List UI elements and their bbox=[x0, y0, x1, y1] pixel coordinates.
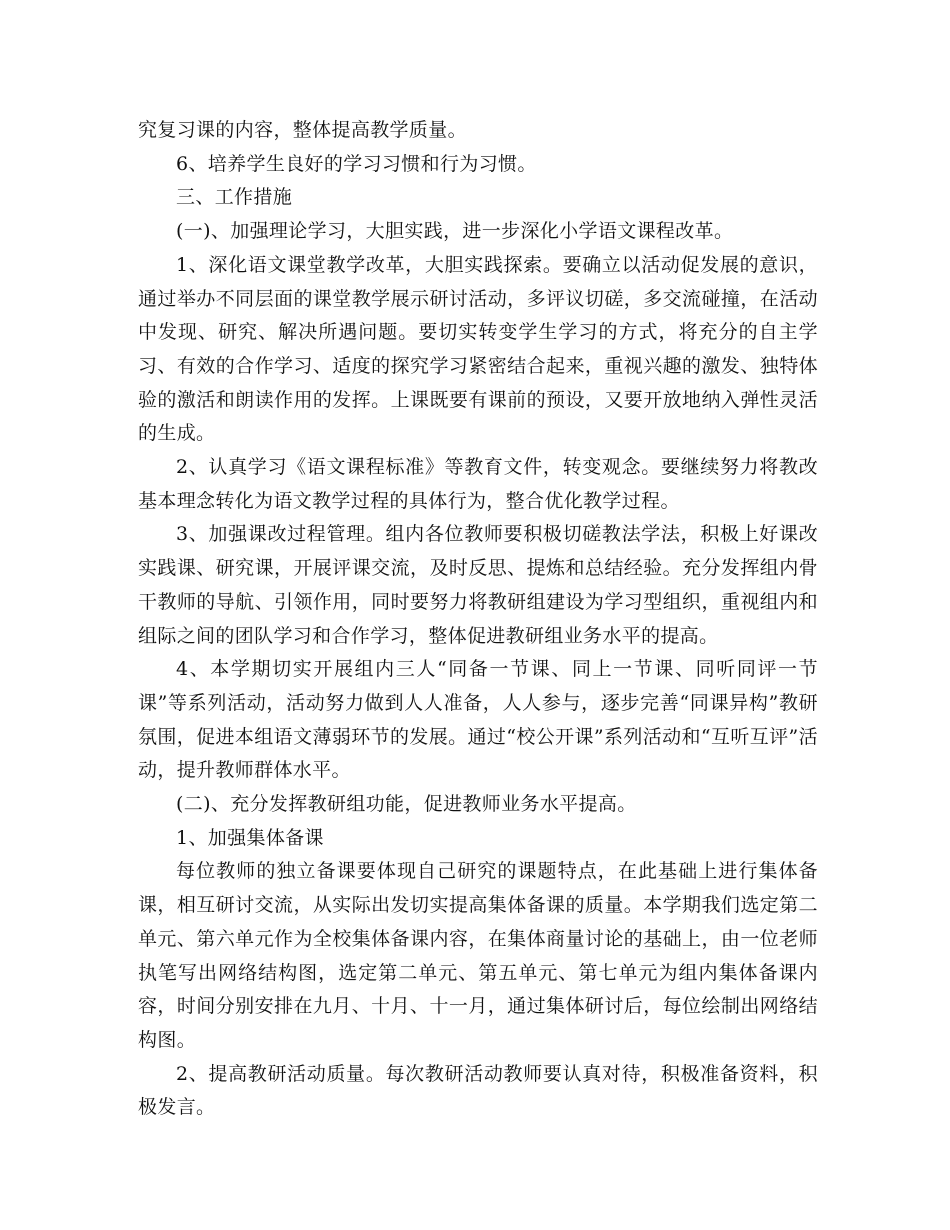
section-heading-work-measures: 三、工作措施 bbox=[176, 186, 293, 209]
document-body bbox=[138, 114, 818, 1125]
paragraph-measure-4: 4、本学期切实开展组内三人“同备一节课、同上一节课、同听同评一节课”等系列活动，活动努力做到人人准备，人人参与，逐步完善“同课异构”教研氛围，促进本组语文薄弱环节的发展。通过“校公开课”系列活动和“互听互评”活动，提升教师群体水平。 bbox=[138, 658, 818, 782]
subsection-heading-2: (二)、充分发挥教研组功能，促进教师业务水平提高。 bbox=[176, 793, 637, 816]
paragraph-measure-2: 2、认真学习《语文课程标准》等教育文件，转变观念。要继续努力将教改基本理念转化为语文教学过程的具体行为，整合优化教学过程。 bbox=[138, 456, 818, 512]
paragraph-collective-prep: 每位教师的独立备课要体现自己研究的课题特点，在此基础上进行集体备课，相互研讨交流，从实际出发切实提高集体备课的质量。本学期我们选定第二单元、第六单元作为全校集体备课内容，在集体商量讨论的基础上，由一位老师执笔写出网络结构图，选定第二单元、第五单元、第七单元为组内集体备课内容，时间分别安排在九月、十月、十一月，通过集体研讨后，每位绘制出网络结构图。 bbox=[138, 860, 818, 1051]
paragraph-continuation: 究复习课的内容，整体提高教学质量。 bbox=[138, 119, 467, 141]
paragraph-item-6: 6、培养学生良好的学习习惯和行为习惯。 bbox=[176, 152, 537, 175]
paragraph-measure-3: 3、加强课改过程管理。组内各位教师要积极切磋教法学法，积极上好课改实践课、研究课，开展评课交流，及时反思、提炼和总结经验。充分发挥组内骨干教师的导航、引领作用，同时要努力将教研组建设为学习型组织，重视组内和组际之间的团队学习和合作学习，整体促进教研组业务水平的提高。 bbox=[138, 523, 818, 647]
paragraph-measure-1: 1、深化语文课堂教学改革，大胆实践探索。要确立以活动促发展的意识，通过举办不同层面的课堂教学展示研讨活动，多评议切磋，多交流碰撞，在活动中发现、研究、解决所遇问题。要切实转变学生学习的方式，将充分的自主学习、有效的合作学习、适度的探究学习紧密结合起来，重视兴趣的激发、独特体验的激活和朗读作用的发挥。上课既要有课前的预设，又要开放地纳入弹性灵活的生成。 bbox=[138, 253, 818, 445]
paragraph-research-quality: 2、提高教研活动质量。每次教研活动教师要认真对待，积极准备资料，积极发言。 bbox=[138, 1062, 818, 1119]
subsection-heading-1: (一)、加强理论学习，大胆实践，进一步深化小学语文课程改革。 bbox=[176, 220, 734, 243]
item-heading-collective-prep: 1、加强集体备课 bbox=[176, 826, 324, 849]
